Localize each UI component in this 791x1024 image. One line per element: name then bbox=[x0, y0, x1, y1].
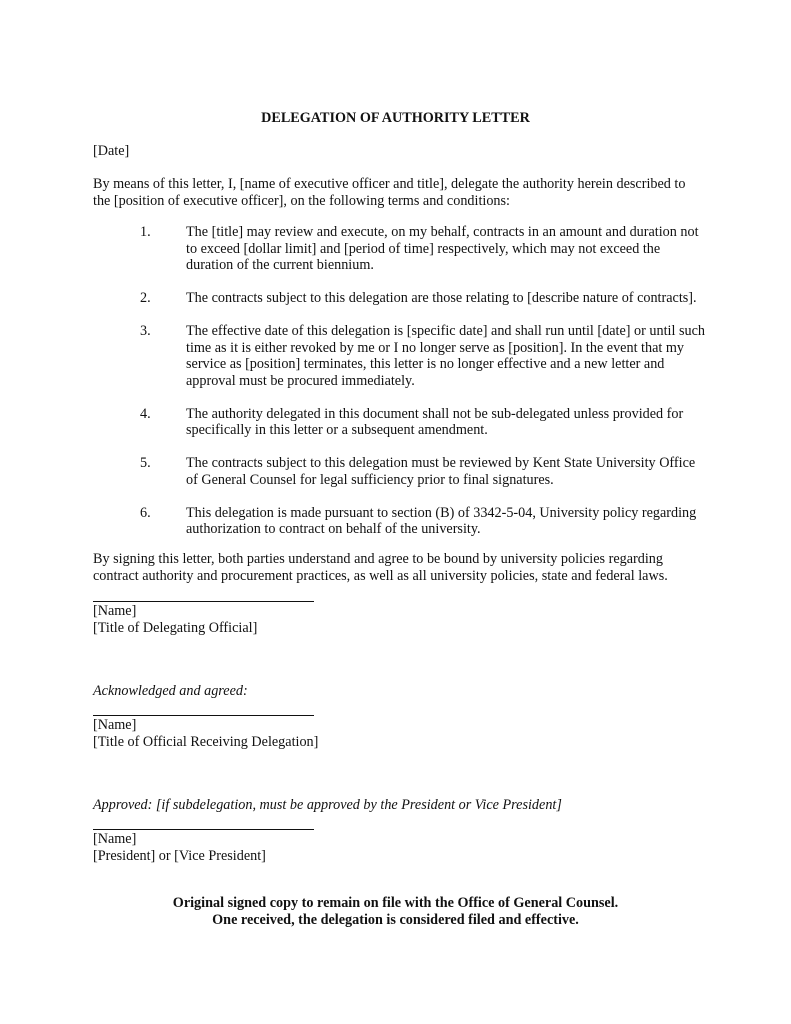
signer-name: [Name] bbox=[93, 717, 137, 733]
term-number: 2. bbox=[140, 290, 151, 306]
signature-line bbox=[93, 715, 314, 716]
term-text: This delegation is made pursuant to section (B) of 3342-5-04, University policy regarding authorization to contract on behalf of the university. bbox=[186, 504, 697, 537]
footer-line: Original signed copy to remain on file with the Office of General Counsel. bbox=[172, 895, 619, 911]
term-item bbox=[93, 224, 705, 274]
date-placeholder: [Date] bbox=[93, 143, 130, 159]
term-number: 1. bbox=[140, 224, 151, 240]
term-number: 3. bbox=[140, 323, 151, 339]
term-text: The [title] may review and execute, on my behalf, contracts in an amount and duration not to exceed [dollar limit] and [period of time] respectively, which may not exceed the duration of the current biennium. bbox=[186, 224, 699, 273]
footer-notice bbox=[0, 895, 791, 928]
terms-list bbox=[93, 224, 705, 554]
term-item bbox=[93, 455, 705, 488]
term-number: 5. bbox=[140, 455, 151, 471]
term-item bbox=[93, 406, 705, 439]
term-text: The effective date of this delegation is [specific date] and shall run until [date] or until such time as it is either revoked by me or I no longer serve as [position]. In the event that my service as [position] terminates, this letter is no longer effective and a new letter and approval must be procured immediately. bbox=[186, 323, 705, 389]
signer-name: [Name] bbox=[93, 603, 137, 619]
term-text: The authority delegated in this document shall not be sub-delegated unless provided for specifically in this letter or a subsequent amendment. bbox=[186, 405, 684, 438]
intro-paragraph: By means of this letter, I, [name of executive officer and title], delegate the authority herein described to the [position of executive officer], on the following terms and conditions: bbox=[93, 176, 686, 209]
closing-paragraph: By signing this letter, both parties understand and agree to be bound by university policies regarding contract authority and procurement practices, as well as all university policies, state and federal laws. bbox=[93, 551, 668, 584]
signer-title: [President] or [Vice President] bbox=[93, 847, 266, 864]
signature-block-approval bbox=[93, 829, 493, 864]
approved-label: Approved: [if subdelegation, must be approved by the President or Vice President] bbox=[93, 797, 562, 813]
term-number: 4. bbox=[140, 405, 151, 422]
term-number: 6. bbox=[140, 504, 151, 521]
signature-block-delegating bbox=[93, 601, 493, 636]
acknowledged-label: Acknowledged and agreed: bbox=[93, 683, 248, 699]
term-text: The contracts subject to this delegation must be reviewed by Kent State University Office of General Counsel for legal sufficiency prior to final signatures. bbox=[186, 455, 696, 488]
signature-line bbox=[93, 829, 314, 830]
term-item bbox=[93, 290, 705, 307]
term-text: The contracts subject to this delegation are those relating to [describe nature of contracts]. bbox=[186, 290, 697, 306]
term-item bbox=[93, 323, 705, 389]
signer-title: [Title of Delegating Official] bbox=[93, 619, 258, 636]
signer-title: [Title of Official Receiving Delegation] bbox=[93, 733, 319, 750]
signer-name: [Name] bbox=[93, 831, 137, 847]
signature-block-receiving bbox=[93, 715, 493, 750]
term-item bbox=[93, 505, 705, 538]
signature-line bbox=[93, 601, 314, 602]
footer-line: One received, the delegation is considered filed and effective. bbox=[212, 911, 579, 928]
document-title: DELEGATION OF AUTHORITY LETTER bbox=[261, 110, 530, 126]
